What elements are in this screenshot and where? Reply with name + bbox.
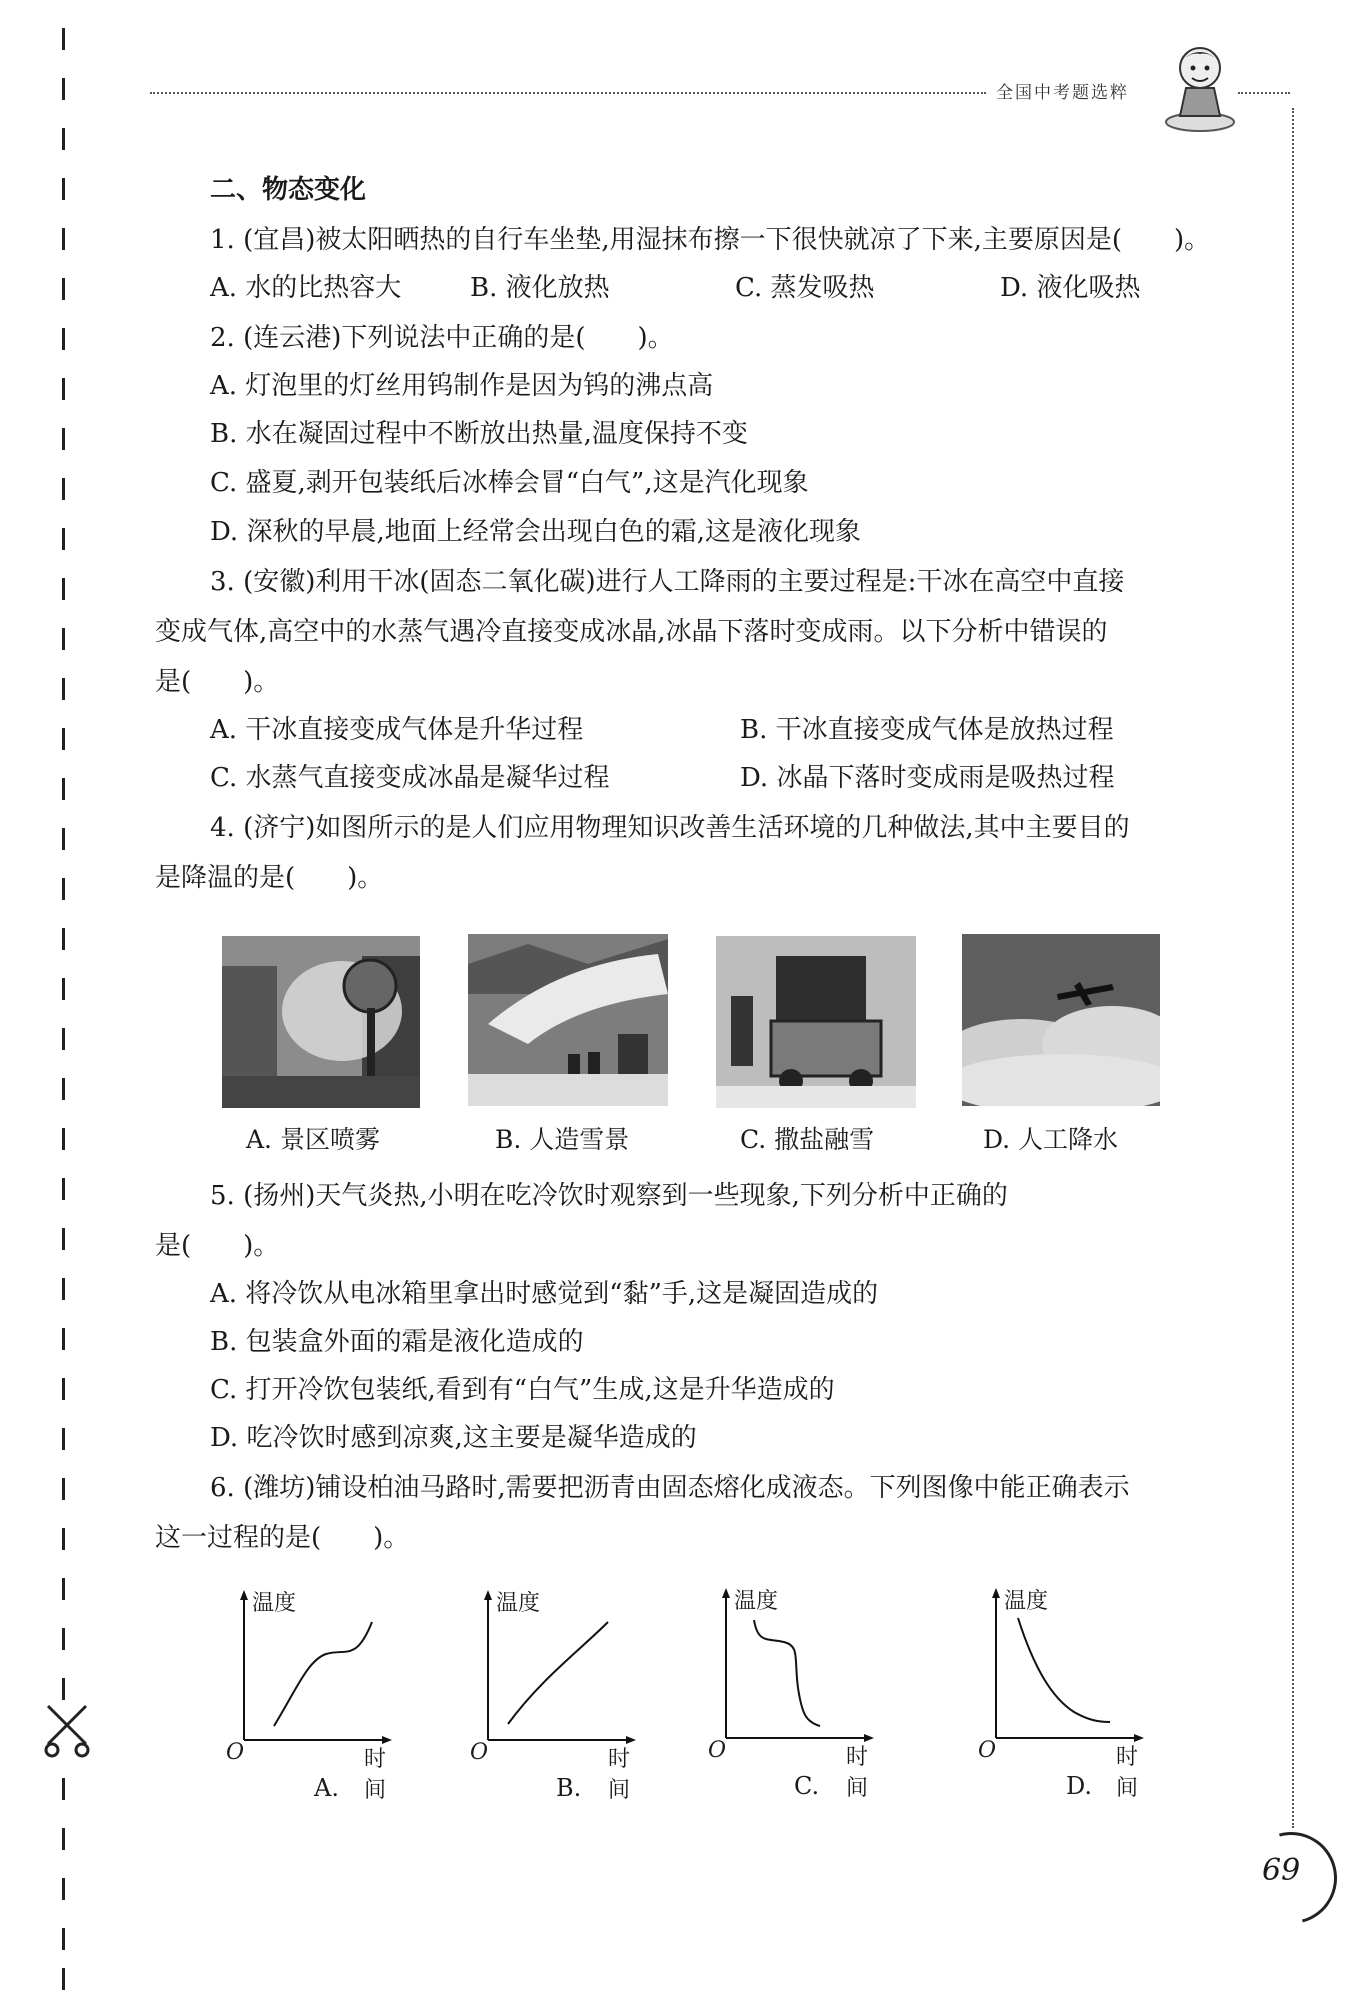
header-rule — [150, 92, 986, 94]
graph-b-xlabel: 时间 — [608, 1747, 631, 1803]
page-border — [1292, 108, 1294, 1828]
graph-a — [226, 1590, 396, 1803]
q6-stem-line1: 6. (潍坊)铺设柏油马路时,需要把沥青由固态熔化成液态。下列图像中能正确表示 — [210, 1473, 1130, 1503]
photo-caption-c: C. 撒盐融雪 — [740, 1125, 875, 1154]
q3-option-c: C. 水蒸气直接变成冰晶是凝华过程 — [210, 763, 610, 793]
q1-option-d: D. 液化吸热 — [1000, 273, 1141, 303]
cut-line — [62, 0, 68, 1992]
graph-c-xlabel: 时间 — [846, 1745, 869, 1801]
q1-stem: 1. (宜昌)被太阳晒热的自行车坐垫,用湿抹布擦一下很快就凉了下来,主要原因是( )。 — [210, 225, 1211, 255]
photo-scenic-spray — [222, 936, 420, 1108]
q1-option-c: C. 蒸发吸热 — [735, 273, 875, 303]
page-number: 69 — [1262, 1853, 1301, 1888]
q5-stem-line2: 是( )。 — [155, 1231, 280, 1261]
graph-c-ylabel: 温度 — [734, 1589, 779, 1614]
graph-d-option: D. — [1066, 1772, 1093, 1800]
q3-option-b: B. 干冰直接变成气体是放热过程 — [740, 715, 1114, 745]
q4-stem-line1: 4. (济宁)如图所示的是人们应用物理知识改善生活环境的几种做法,其中主要目的 — [210, 813, 1130, 843]
q1-option-b: B. 液化放热 — [470, 273, 610, 303]
graph-a-xlabel: 时间 — [364, 1747, 387, 1803]
photo-salt-snow-melting — [716, 936, 916, 1108]
graph-b-origin: O — [470, 1740, 489, 1765]
photo-artificial-rainfall — [962, 934, 1160, 1106]
graph-b — [470, 1590, 640, 1803]
q4-stem-line2: 是降温的是( )。 — [155, 863, 384, 893]
graph-a-ylabel: 温度 — [252, 1591, 297, 1616]
graph-d-ylabel: 温度 — [1004, 1589, 1049, 1614]
q5-option-c: C. 打开冷饮包装纸,看到有“白气”生成,这是升华造成的 — [210, 1375, 835, 1405]
graph-c — [708, 1588, 878, 1801]
graph-a-option: A. — [314, 1774, 339, 1802]
header-rule-right — [1238, 92, 1290, 94]
header-title: 全国中考题选粹 — [996, 83, 1129, 103]
cartoon-mascot-icon — [1160, 40, 1240, 135]
q2-stem: 2. (连云港)下列说法中正确的是( )。 — [210, 323, 674, 353]
q3-stem-line2: 变成气体,高空中的水蒸气遇冷直接变成冰晶,冰晶下落时变成雨。以下分析中错误的 — [155, 617, 1108, 647]
q2-option-c: C. 盛夏,剥开包装纸后冰棒会冒“白气”,这是汽化现象 — [210, 468, 809, 498]
q6-stem-line2: 这一过程的是( )。 — [155, 1523, 410, 1553]
q2-option-b: B. 水在凝固过程中不断放出热量,温度保持不变 — [210, 419, 748, 449]
q3-stem-line1: 3. (安徽)利用干冰(固态二氧化碳)进行人工降雨的主要过程是:干冰在高空中直接 — [210, 567, 1125, 597]
photo-caption-b: B. 人造雪景 — [495, 1125, 630, 1154]
graph-b-option: B. — [556, 1774, 582, 1802]
q5-option-d: D. 吃冷饮时感到凉爽,这主要是凝华造成的 — [210, 1423, 697, 1453]
q3-stem-line3: 是( )。 — [155, 667, 280, 697]
q5-option-a: A. 将冷饮从电冰箱里拿出时感觉到“黏”手,这是凝固造成的 — [210, 1279, 879, 1309]
section-title: 二、物态变化 — [210, 175, 367, 205]
graph-d — [978, 1588, 1148, 1801]
q2-option-a: A. 灯泡里的灯丝用钨制作是因为钨的沸点高 — [210, 371, 714, 401]
q5-stem-line1: 5. (扬州)天气炎热,小明在吃冷饮时观察到一些现象,下列分析中正确的 — [210, 1181, 1008, 1211]
photo-caption-a: A. 景区喷雾 — [246, 1125, 380, 1154]
graph-c-origin: O — [708, 1738, 727, 1763]
graph-b-ylabel: 温度 — [496, 1591, 541, 1616]
graph-a-origin: O — [226, 1740, 245, 1765]
q2-option-d: D. 深秋的早晨,地面上经常会出现白色的霜,这是液化现象 — [210, 517, 861, 547]
q1-option-a: A. 水的比热容大 — [210, 273, 402, 303]
q3-option-a: A. 干冰直接变成气体是升华过程 — [210, 715, 584, 745]
photo-caption-d: D. 人工降水 — [983, 1125, 1119, 1154]
graph-d-xlabel: 时间 — [1116, 1745, 1139, 1801]
q3-option-d: D. 冰晶下落时变成雨是吸热过程 — [740, 763, 1115, 793]
graph-d-origin: O — [978, 1738, 997, 1763]
graph-c-option: C. — [794, 1772, 820, 1800]
q5-option-b: B. 包装盒外面的霜是液化造成的 — [210, 1327, 584, 1357]
photo-artificial-snow — [468, 934, 668, 1106]
scissors-icon — [40, 1700, 100, 1760]
